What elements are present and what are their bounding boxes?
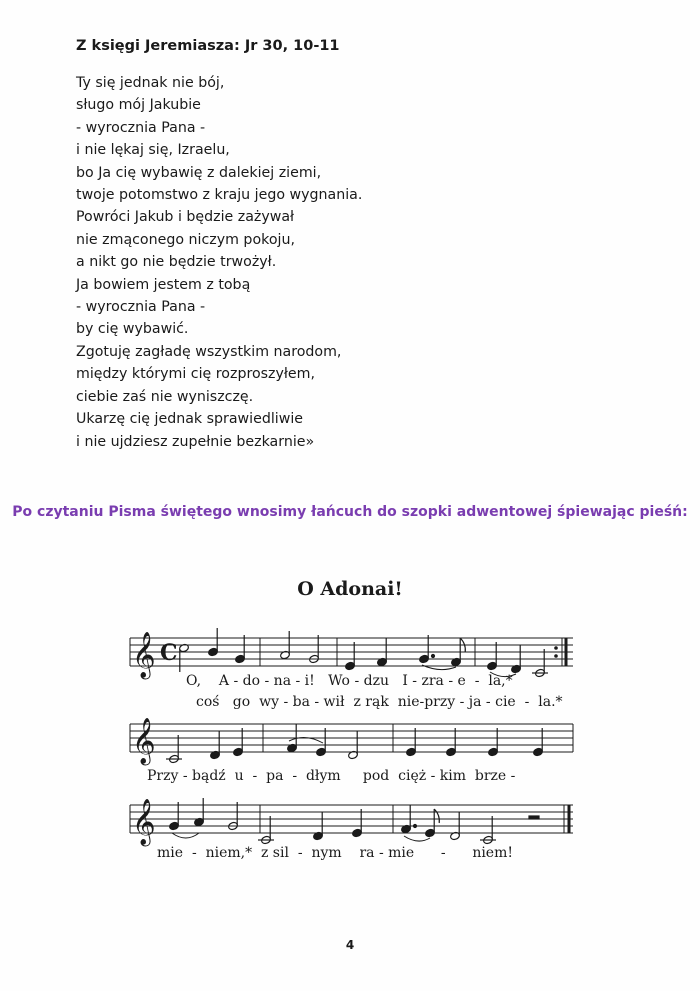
verse-line: bo Ja cię wybawię z dalekiej ziemi, — [76, 164, 322, 181]
verse-line: sługo mój Jakubie — [76, 97, 201, 114]
verse-line: i nie ujdziesz zupełnie bezkarnie» — [76, 433, 315, 450]
song-title: O Adonai! — [297, 578, 403, 600]
lyric-line: mie - niem,* z sil - nym ra - mie - niem! — [157, 845, 513, 861]
instruction-text: Po czytaniu Pisma świętego wnosimy łańcuch do szopki adwentowej śpiewając pieśń: — [12, 504, 688, 520]
verse-line: twoje potomstwo z kraju jego wygnania. — [76, 187, 363, 204]
page-number: 4 — [345, 938, 355, 952]
verse-line: by cię wybawić. — [76, 321, 189, 338]
verse-line: nie zmąconego niczym pokoju, — [76, 231, 295, 248]
verse-line: i nie lękaj się, Izraelu, — [76, 142, 230, 159]
treble-clef-icon: 𝄞 — [132, 718, 156, 764]
treble-clef-icon: 𝄞 — [132, 632, 156, 678]
lyric-line: coś go wy - ba - wił z rąk nie-przy - ja - cie - la.* — [196, 694, 563, 710]
verse-line: a nikt go nie będzie trwożył. — [76, 254, 277, 271]
verse-line: - wyrocznia Pana - — [76, 119, 206, 136]
treble-clef-icon: 𝄞 — [132, 799, 156, 845]
time-signature: C — [160, 640, 178, 666]
verse-line: między którymi cię rozproszyłem, — [76, 366, 315, 383]
verse-line: Powróci Jakub i będzie zażywał — [76, 209, 295, 226]
verse-line: Ty się jednak nie bój, — [76, 75, 225, 91]
reading-title: Z księgi Jeremiasza: Jr 30, 10-11 — [76, 38, 340, 54]
verse-line: Ukarzę cię jednak sprawiedliwie — [76, 411, 303, 428]
verse-line: Ja bowiem jestem z tobą — [76, 276, 251, 293]
verse-line: ciebie zaś nie wyniszczę. — [76, 388, 254, 405]
verse-line: - wyrocznia Pana - — [76, 299, 206, 316]
lyric-line: Przy - bądź u - pa - dłym pod cięż - kim brze - — [147, 768, 516, 784]
lyric-line: O, A - do - na - i! Wo - dzu I - zra - e - la,* — [186, 673, 513, 689]
verse-line: Zgotuję zagładę wszystkim narodom, — [76, 343, 342, 360]
